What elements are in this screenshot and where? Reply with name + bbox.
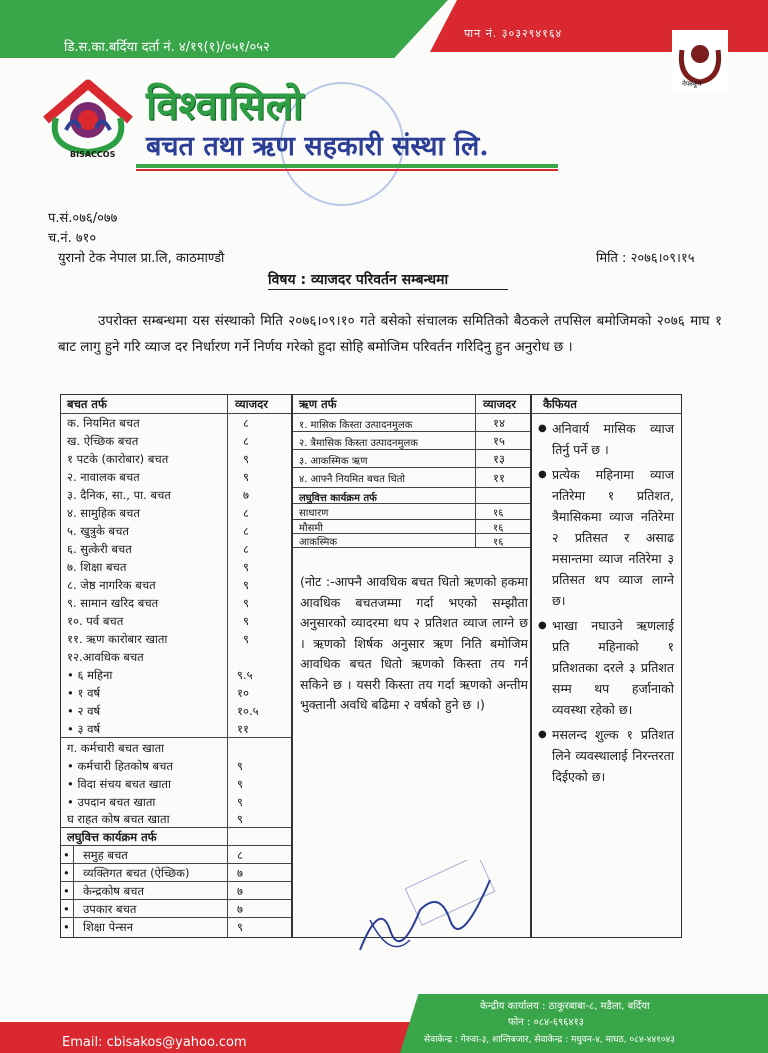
micro-savings-header: लघुवित्त कार्यक्रम तर्फ	[67, 830, 157, 844]
pan-number: पान नं. ३०३२९४१६४	[464, 27, 563, 40]
savings-row-label: • २ वर्ष	[67, 704, 101, 718]
micro-row-label: •	[63, 902, 70, 916]
remark-item: ● भाखा नघाउने ऋणलाई प्रति महिनाको १ प्रतिशतका दरले ३ प्रतिशत सम्म थप हर्जानाको व्यवस्था रहेको छ।	[538, 615, 674, 720]
savings-row-rate: ९	[243, 596, 249, 610]
savings-row-rate: ९	[243, 578, 249, 592]
loan-micro-label: आकस्मिक	[299, 537, 338, 548]
header-rule-green	[136, 164, 558, 168]
loan-row-rate: १५	[493, 434, 505, 448]
micro-row-label: शिक्षा पेन्सन	[83, 920, 134, 934]
savings-row-label: ३. दैनिक, सा., पा. बचत	[67, 488, 171, 502]
signature	[350, 860, 500, 970]
savings-row-rate: १०	[237, 686, 249, 700]
savings-row-label: • ३ वर्ष	[67, 722, 101, 736]
loan-micro-label: साधारण	[299, 508, 329, 519]
savings-row-label: १ पटके (कारोबार) बचत	[67, 452, 169, 466]
loan-micro-rate: १६	[493, 508, 504, 519]
micro-row-label: व्यक्तिगत बचत (ऐच्छिक)	[83, 866, 190, 880]
subject-underline	[268, 289, 508, 290]
savings-row-rate: ९	[243, 560, 249, 574]
savings-row-rate: १०.५	[237, 704, 259, 718]
recipient: युरानो टेक नेपाल प्रा.लि, काठमाण्डौ	[58, 251, 225, 266]
savings-row-rate: ८	[243, 416, 249, 430]
remark-item: ● अनिवार्य मासिक व्याज तिर्नु पर्ने छ ।	[538, 418, 674, 460]
micro-row-rate: ७	[237, 866, 243, 880]
dispatch-number: च.नं. ७१०	[48, 231, 97, 246]
remarks-header: कैफियत	[543, 397, 577, 411]
savings-row-label: २. नावालक बचत	[67, 470, 140, 484]
savings-row-label: १०. पर्व बचत	[67, 614, 124, 628]
loan-row-label: ३. आकस्मिक ऋण	[299, 456, 368, 467]
micro-row-rate: ८	[237, 848, 243, 862]
letter-date: मिति : २०७६।०९।१५	[596, 251, 695, 266]
loan-micro-label: मौसमी	[299, 523, 323, 534]
staff-savings-header: ग. कर्मचारी बचत खाता	[67, 741, 165, 755]
organization-subtitle: बचत तथा ऋण सहकारी संस्था लि.	[146, 131, 489, 162]
savings-row-rate: ९.५	[237, 668, 253, 682]
organization-name: विश्वासिलो	[146, 82, 304, 129]
micro-row-label: केन्द्रकोष बचत	[83, 884, 145, 898]
staff-row-rate: ९	[237, 812, 243, 826]
savings-row-label: ७. शिक्षा बचत	[67, 560, 127, 574]
header-rule-red	[136, 169, 558, 171]
savings-row-label: • १ वर्ष	[67, 686, 101, 700]
staff-row-rate: ९	[237, 759, 243, 773]
savings-row-rate: ९	[243, 452, 249, 466]
loan-row-label: ४. आफ्नै नियमित बचत धितो	[299, 474, 405, 485]
remark-item: ● प्रत्येक महिनामा व्याज नतिरेमा १ प्रतिशत, त्रैमासिकमा व्याज नतिरेमा २ प्रतिसत र असाढ मसान्तमा व्याज नतिरेमा ३ प्रतिसत थप व्याज लाग्ने छ।	[538, 464, 674, 611]
savings-row-label: ४. सामुहिक बचत	[67, 506, 140, 520]
loans-header: ऋण तर्फ	[299, 397, 337, 411]
registration-number: डि.स.का.बर्दिया दर्ता नं. ४/१९(१)/०५१/०५२	[64, 40, 270, 55]
loan-row-rate: १३	[493, 452, 505, 466]
letter-subject: विषय : व्याजदर परिवर्तन सम्बन्धमा	[268, 272, 449, 288]
office-address: केन्द्रीय कार्यालय : ठाकुरबाबा-८, मडैला, बर्दिया	[480, 1001, 650, 1012]
savings-row-label: ५. खुत्रुके बचत	[67, 524, 129, 538]
micro-row-label: उपकार बचत	[83, 902, 137, 916]
savings-row-rate: ८	[243, 542, 249, 556]
micro-row-label: समुह बचत	[83, 848, 128, 862]
savings-table	[60, 394, 292, 938]
savings-row-label: क. नियमित बचत	[67, 416, 140, 430]
logo-caption: BISACCOS	[70, 150, 116, 159]
savings-rate-header: व्याजदर	[235, 397, 268, 411]
savings-row-label: १२.आवधिक बचत	[67, 650, 144, 664]
staff-row-label: • कर्मचारी हितकोष बचत	[67, 759, 173, 773]
savings-row-rate: ९	[243, 614, 249, 628]
micro-row-label: •	[63, 866, 70, 880]
organization-logo	[40, 78, 136, 158]
savings-row-label: ९. सामान खरिद बचत	[67, 596, 159, 610]
savings-row-rate: ८	[243, 506, 249, 520]
email-address: Email: cbisakos@yahoo.com	[62, 1035, 247, 1050]
micro-row-rate: ९	[237, 920, 243, 934]
staff-row-rate: ९	[237, 795, 243, 809]
micro-row-label: •	[63, 920, 70, 934]
savings-row-label: ८. जेष्ठ नागरिक बचत	[67, 578, 156, 592]
loan-row-rate: १४	[493, 416, 505, 430]
micro-row-label: •	[63, 884, 70, 898]
micro-row-label: •	[63, 848, 70, 862]
loan-row-label: १. मासिक किस्ता उत्पादनमुलक	[299, 420, 413, 431]
micro-row-rate: ७	[237, 902, 243, 916]
savings-row-rate: ८	[243, 524, 249, 538]
loan-micro-rate: १६	[493, 523, 504, 534]
micro-row-rate: ७	[237, 884, 243, 898]
loan-micro-header: लघुवित्त कार्यक्रम तर्फ	[299, 493, 377, 504]
staff-row-label: घ राहत कोष बचत खाता	[67, 812, 170, 826]
savings-row-label: ख. ऐच्छिक बचत	[67, 434, 139, 448]
savings-row-rate: ९	[243, 632, 249, 646]
loans-rate-header: व्याजदर	[483, 397, 516, 411]
office-phone: फोन : ०८४-६९६४१३	[508, 1017, 584, 1028]
staff-row-label: • उपदान बचत खाता	[67, 795, 156, 809]
remarks-list	[538, 418, 674, 791]
savings-row-label: ११. ऋण कारोबार खाता	[67, 632, 168, 646]
staff-row-rate: ९	[237, 777, 243, 791]
savings-row-rate: ७	[243, 488, 249, 502]
loan-row-rate: ११	[493, 471, 505, 485]
federation-logo-caption: नेफ्स्कून	[682, 80, 702, 88]
savings-row-label: • ६ महिना	[67, 668, 113, 682]
savings-row-label: ६. सुत्केरी बचत	[67, 542, 132, 556]
savings-row-rate: ८	[243, 434, 249, 448]
loan-micro-rate: १६	[493, 537, 504, 548]
loan-note: (नोट :-आफ्नै आवधिक बचत धितो ऋणको हकमा आवधिक बचतजम्मा गर्दा भएको सम्झौता अनुसारको व्यादरमा थप २ प्रतिशत व्याज लाग्ने छ । ऋणको शिर्षक अनुसार ऋण निति बमोजिम आवधिक बचत धितो ऋणको किस्ता तय गर्न सकिने छ । यसरी किस्ता तय गर्दा ऋणको अन्तीम भुक्तानी अवधि बढिमा २ वर्षको हुने छ ।)	[300, 574, 528, 712]
savings-row-rate: ११	[237, 722, 249, 736]
letter-body: उपरोक्त सम्बन्धमा यस संस्थाको मिति २०७६।०९।१० गते बसेको संचालक समितिको बैठकले तपसिल बमोजिमको २०७६ माघ १ बाट लागु हुने गरि व्याज दर निर्धारण गर्ने निर्णय गरेको हुदा सोहि बमोजिम परिवर्तन गरिदिनु हुन अनुरोध छ ।	[58, 313, 722, 355]
savings-row-rate: ९	[243, 470, 249, 484]
staff-row-label: • विदा संचय बचत खाता	[67, 777, 171, 791]
remark-item: ● मसलन्द शुल्क १ प्रतिशत लिने व्यवस्थालाई निरन्तरता दिईएको छ।	[538, 724, 674, 787]
loan-row-label: २. त्रैमासिक किस्ता उत्पादनमुलक	[299, 438, 418, 449]
branch-offices: सेवाकेन्द्र : गेरुवा-३, शान्तिबजार, सेवाकेन्द्र : मधुवन-४, माघठ, ०८४-४४१०४३	[424, 1035, 675, 1045]
savings-header: बचत तर्फ	[67, 397, 107, 411]
reference-number: प.सं.०७६/०७७	[48, 211, 118, 226]
